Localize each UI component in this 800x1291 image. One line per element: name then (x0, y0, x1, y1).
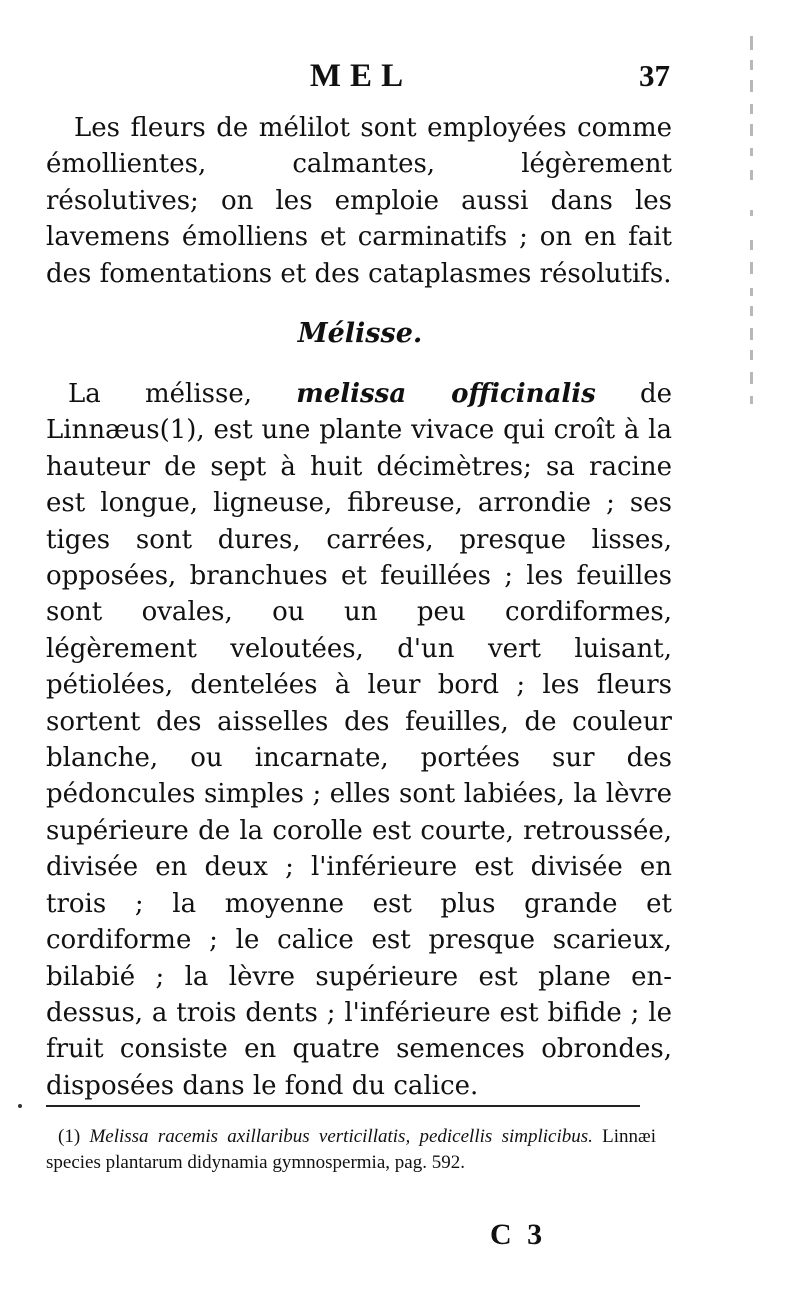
page-number: 37 (639, 58, 670, 93)
footnote-marker: (1) (58, 1126, 81, 1147)
latin-name: melissa officinalis (296, 379, 596, 409)
paragraph-lead: La mélisse, (68, 379, 252, 409)
paragraph-text: Les fleurs de mélilot sont employées comme émollientes, calmantes, légèrement résolutives; on les emploie aussi dans les lavemens émolliens et carminatifs ; on en fait des fomentations et des cataplasmes résolutifs. (46, 113, 672, 289)
footnote-latin: Melissa racemis axillaribus verticillatis, pedicellis simplicibus. (89, 1126, 593, 1147)
footnote (46, 1124, 656, 1176)
paragraph-melisse-description (46, 376, 672, 1104)
paragraph-citation: de Linnæus(1), (46, 379, 673, 446)
margin-marks (742, 36, 762, 416)
rule-dot (18, 1104, 22, 1108)
signature-mark: C 3 (490, 1218, 547, 1251)
paragraph-melilot-uses (46, 110, 672, 292)
section-title: Mélisse. (297, 318, 423, 349)
footnote-divider (46, 1105, 640, 1107)
footnote-reference: Linnæi species plantarum didynamia gymnospermia, pag. 592. (46, 1126, 657, 1173)
paragraph-body: est une plante vivace qui croît à la hauteur de sept à huit décimètres; sa racine est longue, ligneuse, fibreuse, arrondie ; ses tiges sont dures, carrées, presque lisses, opposées, branchues et feuillées ; les feuilles sont ovales, ou un peu cordiformes, légèrement veloutées, d'un vert luisant, pétiolées, dentelées à leur bord ; les fleurs sortent des aisselles des feuilles, de couleur blanche, ou incarnate, portées sur des pédoncules simples ; elles sont labiées, la lèvre supérieure de la corolle est courte, retroussée, divisée en deux ; l'inférieure est divisée en trois ; la moyenne est plus grande et cordiforme ; le calice est presque scarieux, bilabié ; la lèvre supérieure est plane en-dessus, a trois dents ; l'inférieure est bifide ; le fruit consiste en quatre semences obrondes, disposées dans le fond du calice. (46, 415, 672, 1101)
page-header (46, 58, 676, 102)
running-head: MEL (309, 58, 413, 94)
